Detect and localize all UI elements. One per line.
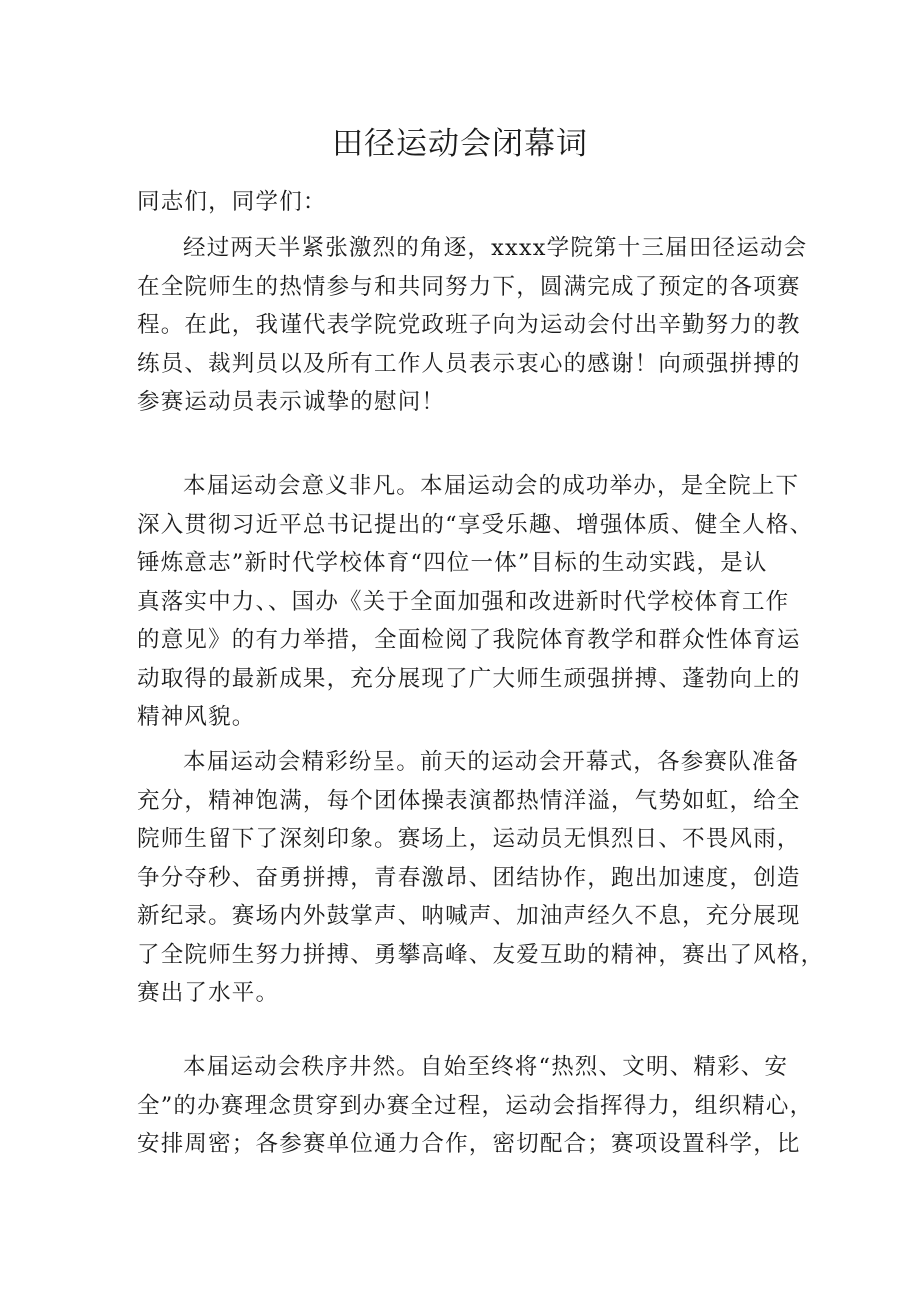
salutation-line: 同志们，同学们：	[137, 189, 327, 215]
salutation	[137, 183, 797, 222]
paragraph-line: 的意见》的有力举措，全面检阅了我院体育教学和群众性体育运	[137, 627, 801, 653]
paragraph-1	[137, 229, 808, 422]
paragraph-line: 真落实中力、、国办《关于全面加强和改进新时代学校体育工作	[137, 588, 790, 615]
document-title: 田径运动会闭幕词	[332, 126, 588, 162]
paragraph-line: 了全院师生努力拼搏、勇攀高峰、友爱互助的精神，赛出了风格，	[137, 941, 825, 968]
paragraph-3	[137, 743, 825, 1013]
paragraph-line: 安排周密；各参赛单位通力合作，密切配合；赛项设置科学，比	[137, 1131, 801, 1157]
paragraph-2	[137, 467, 814, 737]
paragraph-line: 动取得的最新成果，充分展现了广大师生顽强拼搏、蓬勃向上的	[137, 665, 801, 692]
paragraph-line: 锤炼意志”新时代学校体育“四位一体”目标的生动实践，是认	[137, 550, 768, 576]
paragraph-4	[137, 1048, 814, 1164]
paragraph-line: 深入贯彻习近平总书记提出的“享受乐趣、增强体质、健全人格、	[137, 511, 814, 538]
paragraph-line: 本届运动会意义非凡。本届运动会的成功举办，是全院上下	[183, 473, 800, 499]
paragraph-line: 本届运动会秩序井然。自始至终将“热烈、文明、精彩、安	[183, 1054, 789, 1080]
paragraph-line: 院师生留下了深刻印象。赛场上，运动员无惧烈日、不畏风雨，	[137, 826, 801, 852]
paragraph-line: 赛出了水平。	[137, 980, 280, 1006]
paragraph-line: 新纪录。赛场内外鼓掌声、呐喊声、加油声经久不息，充分展现	[137, 903, 801, 929]
paragraph-line: 精神风貌。	[137, 704, 256, 730]
paragraph-line: 经过两天半紧张激烈的角逐，xxxx学院第十三届田径运动会	[183, 235, 808, 261]
paragraph-line: 练员、裁判员以及所有工作人员表示衷心的感谢！向顽强拼搏的	[137, 350, 801, 377]
paragraph-line: 争分夺秒、奋勇拼搏，青春激昂、团结协作，跑出加速度，创造	[137, 864, 801, 891]
paragraph-line: 参赛运动员表示诚挚的慰问！	[137, 389, 446, 415]
paragraph-line: 本届运动会精彩纷呈。前天的运动会开幕式，各参赛队准备	[183, 749, 800, 775]
paragraph-line: 程。在此，我谨代表学院党政班子向为运动会付出辛勤努力的教	[137, 312, 801, 338]
paragraph-line: 在全院师生的热情参与和共同努力下，圆满完成了预定的各项赛	[137, 273, 801, 300]
paragraph-line: 充分，精神饱满，每个团体操表演都热情洋溢，气势如虹，给全	[137, 787, 801, 814]
paragraph-line: 全”的办赛理念贯穿到办赛全过程，运动会指挥得力，组织精心，	[137, 1092, 814, 1119]
